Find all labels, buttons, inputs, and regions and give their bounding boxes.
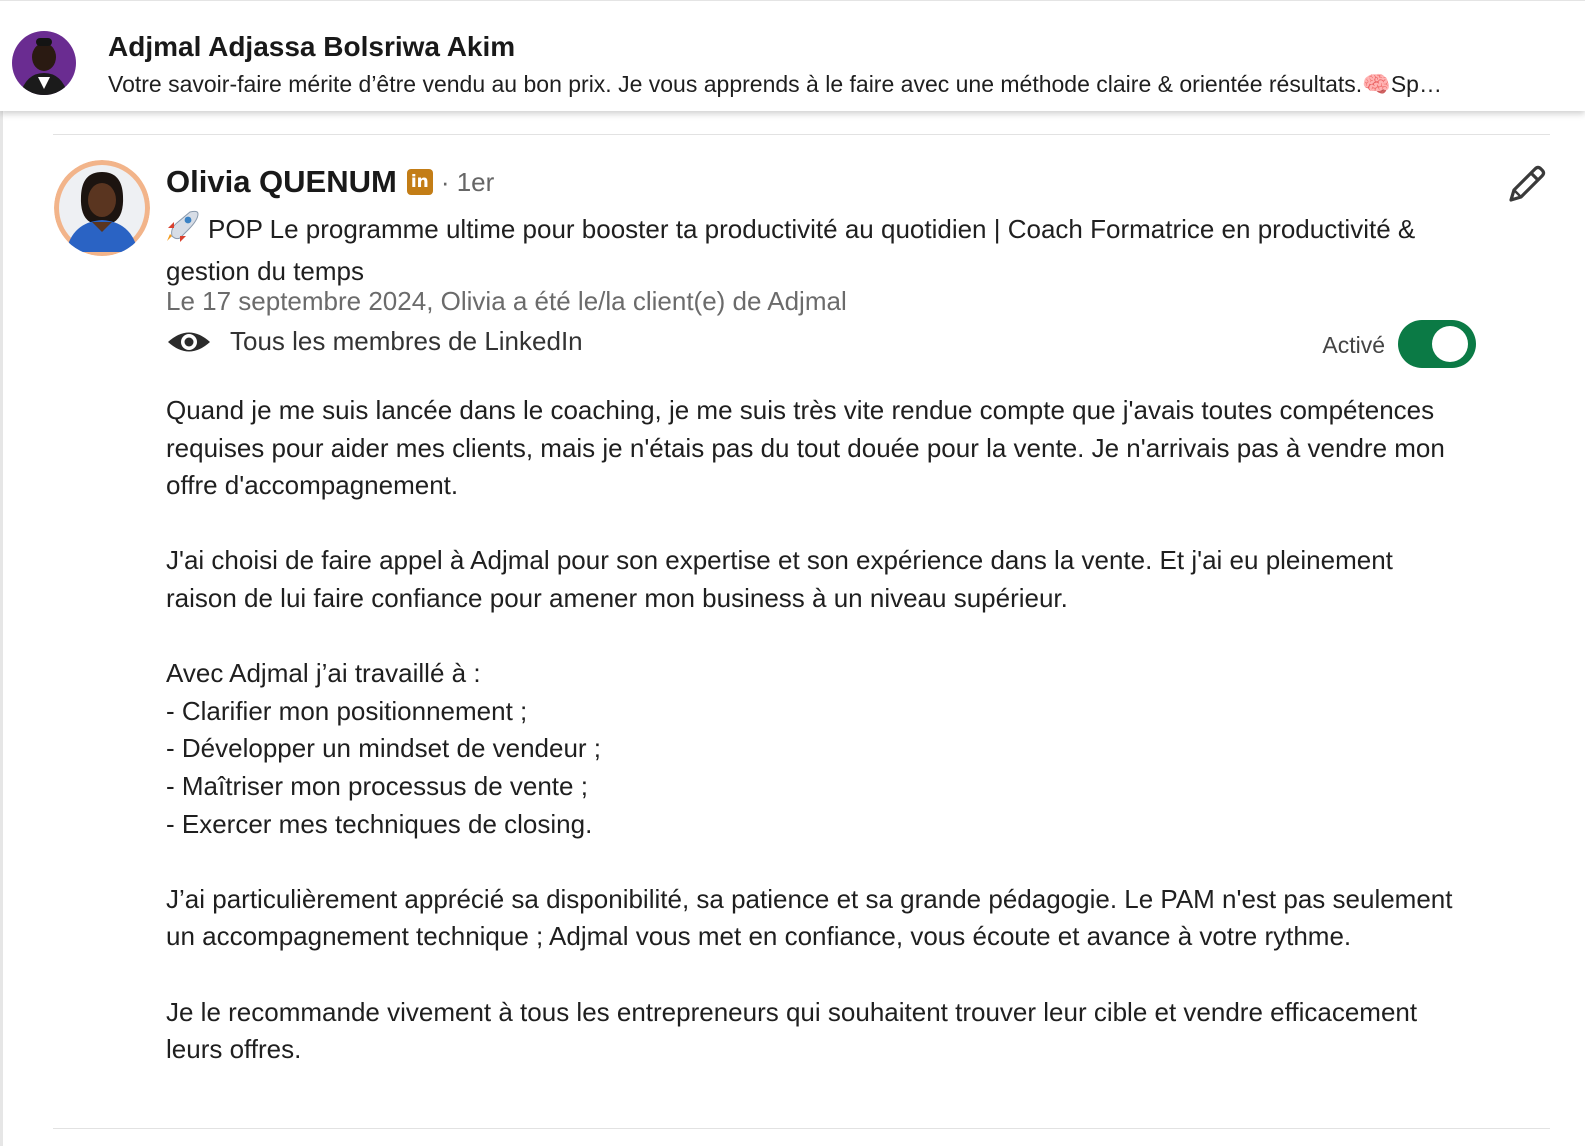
profile-avatar[interactable]	[12, 31, 76, 95]
divider	[53, 134, 1550, 135]
list-item: - Développer un mindset de vendeur ;	[166, 733, 602, 764]
recommendation-panel	[0, 110, 1585, 1146]
rocket-icon	[166, 210, 200, 252]
relationship-line: Le 17 septembre 2024, Olivia a été le/la client(e) de Adjmal	[166, 286, 847, 316]
headline-text: POP Le programme ultime pour booster ta productivité au quotidien | Coach Formatrice en productivité & gestion du temps	[166, 214, 1416, 286]
list-item: - Exercer mes techniques de closing.	[166, 808, 593, 839]
list-intro: Avec Adjmal j’ai travaillé à :	[166, 658, 481, 689]
recommendation-paragraph: Quand je me suis lancée dans le coaching, je me suis très vite rendue compte que j'avais toutes compétences requises pour aider mes clients, mais je n'étais pas du tout douée pour la vente. Je n'arrivais pas à vendre mon offre d'accompagnement.	[166, 395, 1445, 501]
visibility-label: Tous les membres de LinkedIn	[230, 326, 583, 356]
recommendation-paragraph: J'ai choisi de faire appel à Adjmal pour son expertise et son expérience dans la vente. Et j'ai eu pleinement raison de lui faire confiance pour amener mon business à un niveau supérieur.	[166, 545, 1393, 613]
list-item: - Clarifier mon positionnement ;	[166, 695, 528, 726]
recommender-avatar[interactable]	[54, 160, 150, 256]
recommendation-list-block	[166, 655, 1466, 843]
recommender-headline	[166, 210, 1416, 290]
eye-icon	[166, 327, 212, 357]
recommender-name[interactable]: Olivia QUENUM	[166, 164, 397, 199]
pencil-icon	[1505, 164, 1547, 206]
connection-degree: · 1er	[440, 166, 495, 197]
recommender-header	[166, 164, 494, 200]
toggle-knob	[1432, 326, 1468, 362]
profile-sticky-header	[0, 0, 1585, 111]
toggle-status-label: Activé	[1322, 332, 1385, 358]
recommendation-paragraph: J’ai particulièrement apprécié sa disponibilité, sa patience et sa grande pédagogie. Le PAM n'est pas seulement un accompagnement technique ; Adjmal vous met en confiance, vous écoute et avance à votre rythme.	[166, 883, 1453, 952]
visibility-row	[166, 326, 583, 357]
profile-name[interactable]: Adjmal Adjassa Bolsriwa Akim	[108, 31, 516, 62]
list-item: - Maîtriser mon processus de vente ;	[166, 770, 588, 801]
recommendation-paragraph: Je le recommande vivement à tous les entrepreneurs qui souhaitent trouver leur cible et vendre efficacement leurs offres.	[166, 996, 1418, 1065]
profile-tagline: Votre savoir-faire mérite d’être vendu au bon prix. Je vous apprends à le faire avec une méthode claire & orientée résultats.🧠Sp…	[108, 71, 1442, 97]
recommendation-text	[166, 392, 1466, 1069]
edit-recommendation-button[interactable]	[1503, 162, 1549, 208]
linkedin-premium-icon: in	[407, 169, 433, 195]
divider	[53, 1128, 1550, 1129]
visibility-toggle[interactable]	[1398, 320, 1476, 368]
